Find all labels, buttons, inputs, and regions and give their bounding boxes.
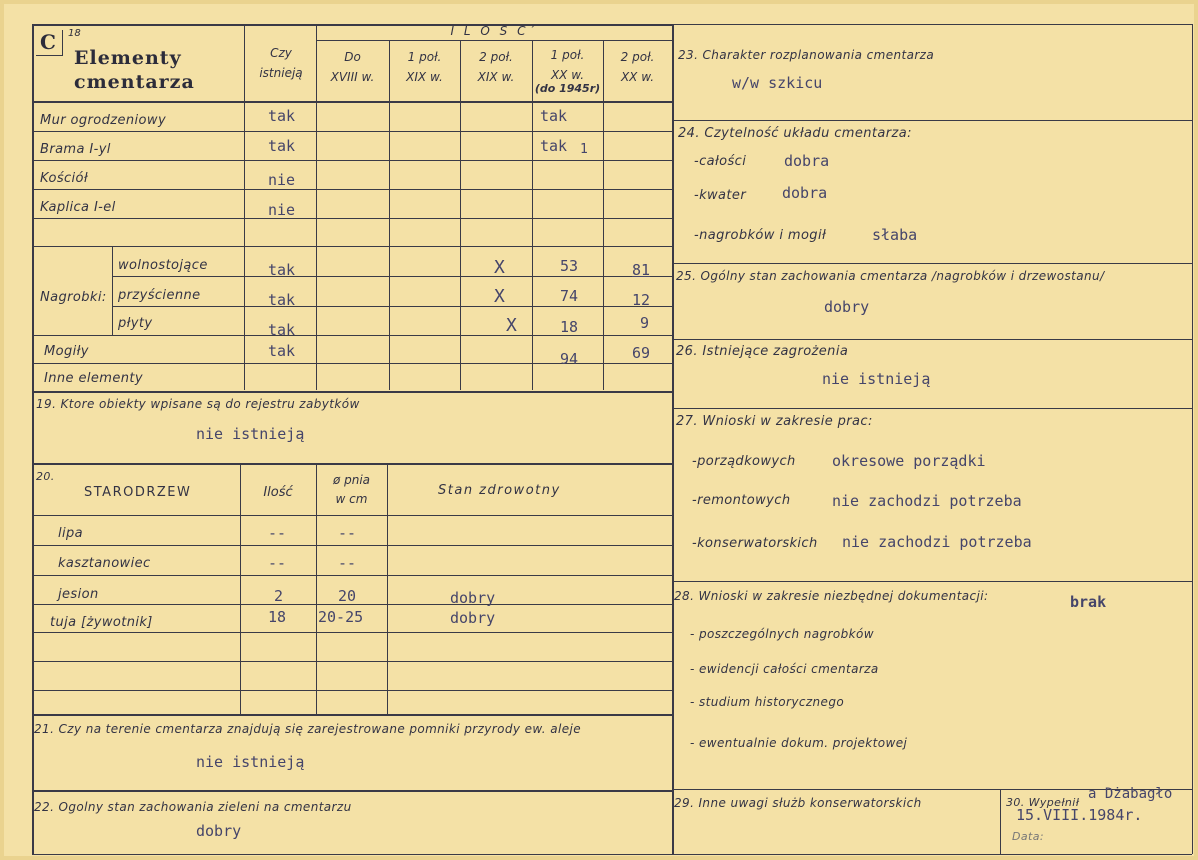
wolno-c3: X xyxy=(494,257,505,278)
mogily-exists: tak xyxy=(268,342,296,360)
plyty-c5: 9 xyxy=(640,314,650,332)
q30-label: 30. Wypełnił xyxy=(1006,796,1080,809)
col-exists-l1: Czy xyxy=(270,46,292,60)
mogily-c4: 94 xyxy=(560,350,579,368)
col1-l1: Do xyxy=(344,50,361,64)
col2-l2: XIX w. xyxy=(406,70,443,84)
brama-c4b: 1 xyxy=(580,142,588,157)
przysc-c4: 74 xyxy=(560,287,579,305)
q24-kwater-value: dobra xyxy=(782,184,828,202)
row-label-plyty: płyty xyxy=(118,316,153,331)
przysc-c5: 12 xyxy=(632,291,651,309)
q27-rem-label: -remontowych xyxy=(692,493,791,508)
q30-date: 15.VIII.1984r. xyxy=(1016,806,1143,824)
col4-l1: 1 poł. xyxy=(550,48,585,62)
tree-row-dia: -- xyxy=(338,524,357,542)
wolno-exists: tak xyxy=(268,261,296,279)
row-label-brama: Brama I-yl xyxy=(40,142,111,157)
q28-value: brak xyxy=(1070,593,1107,611)
q20-col-state: Stan zdrowotny xyxy=(438,483,561,498)
tree-row-qty: -- xyxy=(268,524,287,542)
kaplica-exists: nie xyxy=(268,201,296,219)
tree-row-dia: -- xyxy=(338,554,357,572)
q21-value: nie istnieją xyxy=(196,753,305,771)
section-title-line2: cmentarza xyxy=(74,71,195,93)
q22-value: dobry xyxy=(196,822,242,840)
q28-item: - studium historycznego xyxy=(690,695,845,709)
przysc-exists: tak xyxy=(268,291,296,309)
ilosc-heading: I L O S C´ xyxy=(450,24,538,38)
mur-exists: tak xyxy=(268,107,296,125)
q24-nagrobkow-value: słaba xyxy=(872,226,918,244)
q29-label: 29. Inne uwagi służb konserwatorskich xyxy=(674,796,922,810)
col3-l1: 2 poł. xyxy=(479,50,513,64)
q27-rem-value: nie zachodzi potrzeba xyxy=(832,492,1022,510)
tree-row-qty: 2 xyxy=(274,587,284,605)
q26-value: nie istnieją xyxy=(822,370,931,388)
tree-row-qty: 18 xyxy=(268,608,287,626)
q27-porz-value: okresowe porządki xyxy=(832,452,986,470)
plyty-c4: 18 xyxy=(560,318,579,336)
tree-row-qty: -- xyxy=(268,554,287,572)
wolno-c4: 53 xyxy=(560,257,579,275)
q27-label: 27. Wnioski w zakresie prac: xyxy=(676,414,873,429)
q27-porz-label: -porządkowych xyxy=(692,454,796,469)
q19-label: 19. Ktore obiekty wpisane są do rejestru zabytków xyxy=(36,397,360,411)
przysc-c3: X xyxy=(494,286,505,307)
plyty-c3: X xyxy=(506,315,517,336)
q28-item: - ewentualnie dokum. projektowej xyxy=(690,736,908,750)
q28-label: 28. Wnioski w zakresie niezbędnej dokumentacji: xyxy=(674,589,989,603)
tree-row-name: tuja [żywotnik] xyxy=(50,615,153,630)
q30-data-label: Data: xyxy=(1012,830,1044,843)
tree-row-name: jesion xyxy=(58,587,99,602)
col5-l1: 2 poł. xyxy=(620,50,655,64)
section-sup: 18 xyxy=(68,28,81,39)
brama-c4: tak xyxy=(540,137,568,155)
tree-row-state: dobry xyxy=(450,609,496,627)
plyty-exists: tak xyxy=(268,321,296,339)
section-title-line1: Elementy xyxy=(74,47,182,69)
brama-exists: tak xyxy=(268,137,296,155)
q24-kwater-label: -kwater xyxy=(694,188,747,203)
col2-l1: 1 poł. xyxy=(407,50,442,64)
q24-calosci-label: -całości xyxy=(694,154,747,169)
row-label-przysc: przyścienne xyxy=(118,288,201,303)
tree-row-name: kasztanowiec xyxy=(58,556,151,571)
nagrobki-label: Nagrobki: xyxy=(40,290,107,305)
q25-value: dobry xyxy=(824,298,870,316)
mogily-c5: 69 xyxy=(632,344,651,362)
q20-col-dia-l2: w cm xyxy=(335,492,368,506)
q24-calosci-value: dobra xyxy=(784,152,830,170)
q26-label: 26. Istniejące zagrożenia xyxy=(676,344,849,359)
row-label-mogily: Mogiły xyxy=(44,344,89,359)
tree-row-dia: 20 xyxy=(338,587,357,605)
row-label-mur: Mur ogrodzeniowy xyxy=(40,113,167,128)
q21-label: 21. Czy na terenie cmentarza znajdują się zarejestrowane pomniki przyrody ew. aleje xyxy=(34,722,582,736)
q22-label: 22. Ogolny stan zachowania zieleni na cmentarzu xyxy=(34,800,352,814)
section-letter: C xyxy=(40,30,56,54)
row-label-wolno: wolnostojące xyxy=(118,258,208,273)
col5-l2: XX w. xyxy=(620,70,655,84)
q30-name: a Dżabagło xyxy=(1088,786,1173,802)
q25-label: 25. Ogólny stan zachowania cmentarza /nagrobków i drzewostanu/ xyxy=(676,269,1105,283)
row-label-kaplica: Kaplica I-el xyxy=(40,200,116,215)
col3-l2: XIX w. xyxy=(477,70,515,84)
row-label-inne: Inne elementy xyxy=(44,371,143,386)
q27-kons-value: nie zachodzi potrzeba xyxy=(842,533,1032,551)
q28-item: - poszczególnych nagrobków xyxy=(690,627,874,641)
q20-col-qty: Ilość xyxy=(263,485,293,500)
kosciol-exists: nie xyxy=(268,171,296,189)
tree-row-dia: 20-25 xyxy=(318,608,364,626)
col-exists-l2: istnieją xyxy=(259,66,303,80)
q27-kons-label: -konserwatorskich xyxy=(692,536,818,551)
q19-value: nie istnieją xyxy=(196,425,305,443)
col4-l3: (do 1945r) xyxy=(534,82,601,95)
q24-nagrobkow-label: -nagrobków i mogił xyxy=(694,228,827,243)
tree-row-name: lipa xyxy=(58,526,84,541)
wolno-c5: 81 xyxy=(632,261,651,279)
q20-col-dia-l1: ø pnia xyxy=(332,473,371,487)
mur-c4: tak xyxy=(540,107,568,125)
q20-col-name: STARODRZEW xyxy=(84,485,192,500)
q23-value: w/w szkicu xyxy=(732,74,823,92)
q23-label: 23. Charakter rozplanowania cmentarza xyxy=(678,48,935,62)
tree-row-state: dobry xyxy=(450,589,496,607)
q24-label: 24. Czytelność układu cmentarza: xyxy=(678,126,912,141)
q28-item: - ewidencji całości cmentarza xyxy=(690,662,879,676)
row-label-kosciol: Kościół xyxy=(40,171,89,186)
col4-l2: XX w. xyxy=(550,68,585,82)
q20-num: 20. xyxy=(36,470,55,483)
col1-l2: XVIII w. xyxy=(330,70,375,84)
